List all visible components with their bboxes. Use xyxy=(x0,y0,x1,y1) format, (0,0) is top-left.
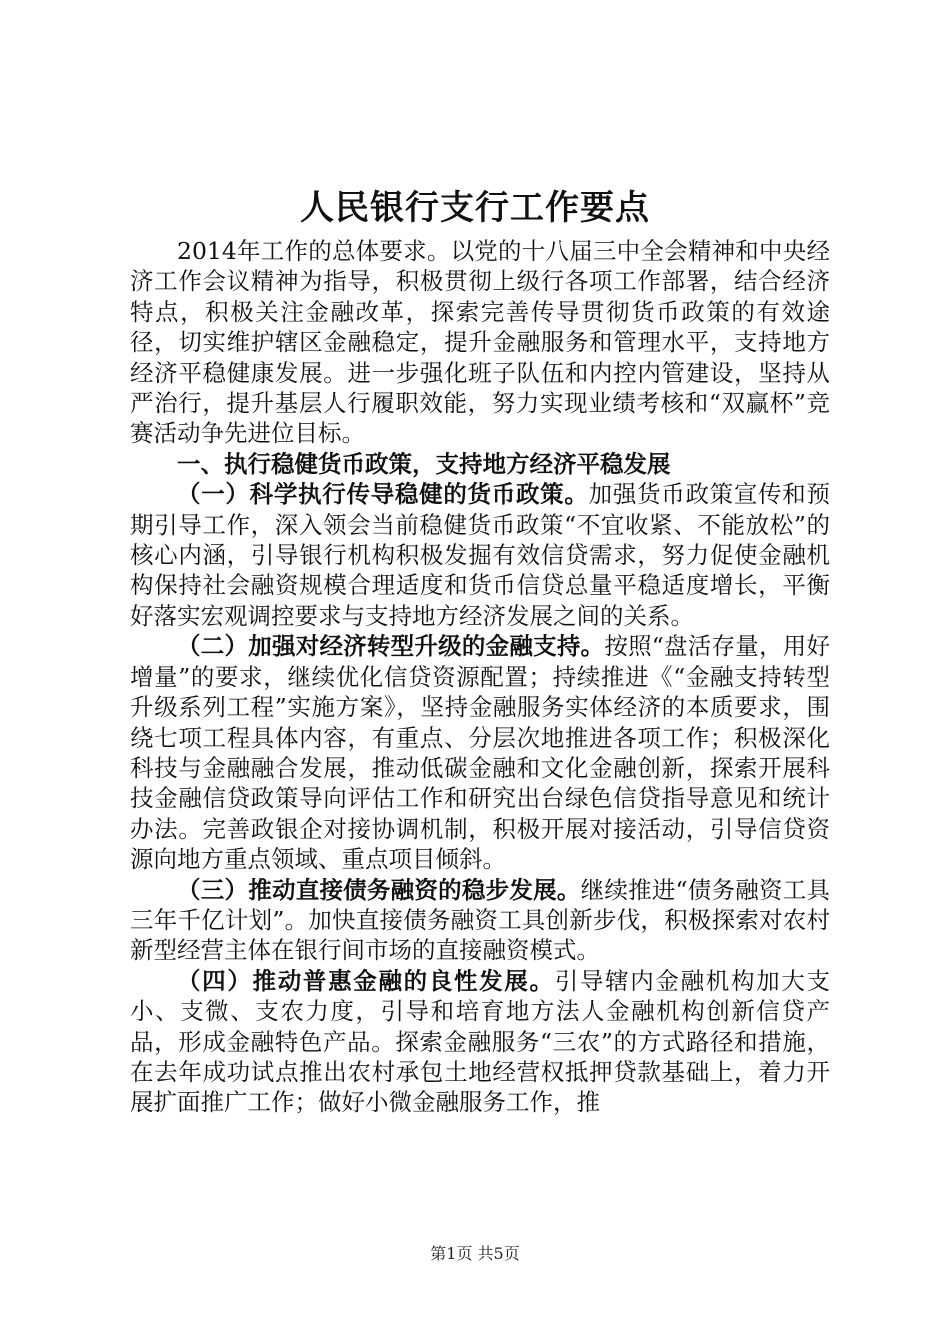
section-heading-1: 一、执行稳健货币政策，支持地方经济平稳发展 xyxy=(177,449,671,478)
item-paragraph-1 xyxy=(130,479,830,631)
item-lead-2: （二）加强对经济转型升级的金融支持。 xyxy=(177,632,605,661)
item-text-2: 按照“盘活存量，用好增量”的要求，继续优化信贷资源配置；持续推进《“金融支持转型升级系列工程”实施方案》，坚持金融服务实体经济的本质要求，围绕七项工程具体内容，有重点、分层次地推进各项工作；积极深化科技与金融融合发展，推动低碳金融和文化金融创新，探索开展科技金融信贷政策导向评估工作和研究出台绿色信贷指导意见和统计办法。完善政银企对接协调机制，积极开展对接活动，引导信贷资源向地方重点领域、重点项目倾斜。 xyxy=(130,632,831,874)
item-text-1: 加强货币政策宣传和预期引导工作，深入领会当前稳健货币政策“不宜收紧、不能放松”的核心内涵，引导银行机构积极发掘有效信贷需求，努力促使金融机构保持社会融资规模合理适度和货币信贷总量平稳适度增长，平衡好落实宏观调控要求与支持地方经济发展之间的关系。 xyxy=(130,480,831,630)
item-paragraph-4 xyxy=(130,966,830,1118)
document-body xyxy=(130,236,830,1118)
item-lead-1: （一）科学执行传导稳健的货币政策。 xyxy=(177,480,589,509)
item-lead-4: （四）推动普惠金融的良性发展。 xyxy=(177,966,555,995)
page-footer: 第1页 共5页 xyxy=(430,1244,520,1263)
document-title: 人民银行支行工作要点 xyxy=(300,188,650,228)
item-lead-3: （三）推动直接债务融资的稳步发展。 xyxy=(177,875,581,904)
item-paragraph-3 xyxy=(130,875,830,966)
item-paragraph-2 xyxy=(130,631,830,874)
intro-paragraph: 2014年工作的总体要求。以党的十八届三中全会精神和中央经济工作会议精神为指导，积极贯彻上级行各项工作部署，结合经济特点，积极关注金融改革，探索完善传导贯彻货币政策的有效途径，切实维护辖区金融稳定，提升金融服务和管理水平，支持地方经济平稳健康发展。进一步强化班子队伍和内控内管建设，坚持从严治行，提升基层人行履职效能，努力实现业绩考核和“双赢杯”竞赛活动争先进位目标。 xyxy=(130,237,830,448)
item-text-3: 继续推进“债务融资工具三年千亿计划”。加快直接债务融资工具创新步伐，积极探索对农村新型经营主体在银行间市场的直接融资模式。 xyxy=(130,875,831,965)
item-text-4: 引导辖内金融机构加大支小、支微、支农力度，引导和培育地方法人金融机构创新信贷产品，形成金融特色产品。探索金融服务“三农”的方式路径和措施，在去年成功试点推出农村承包土地经营权抵押贷款基础上，着力开展扩面推广工作；做好小微金融服务工作，推 xyxy=(130,966,831,1117)
